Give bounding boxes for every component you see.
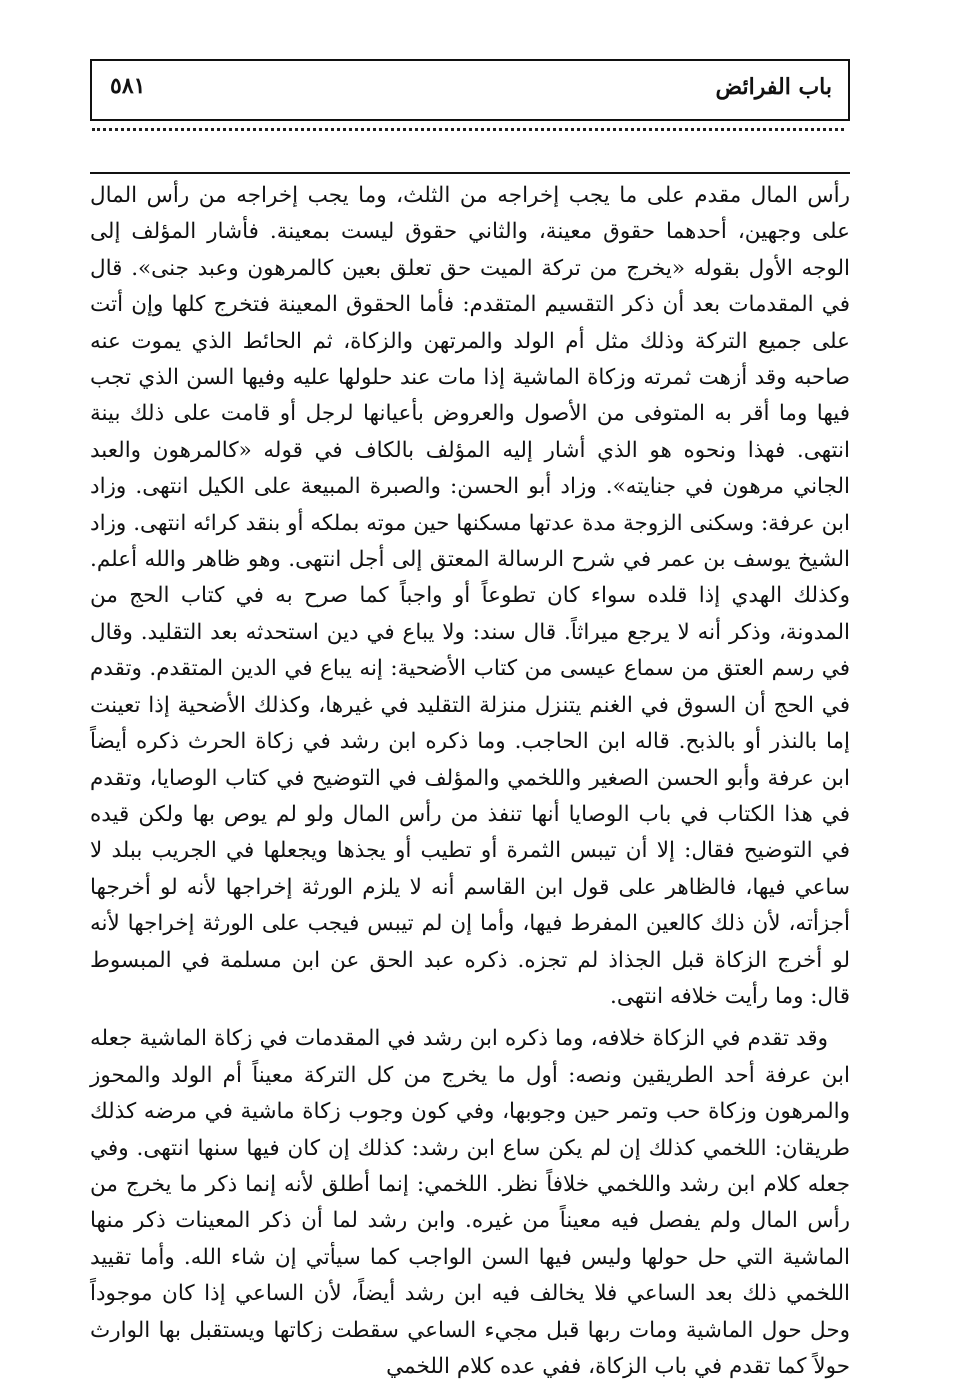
page-body	[90, 178, 850, 1379]
running-header	[90, 59, 850, 121]
page-number: ٥٨١	[110, 73, 146, 99]
paragraph-2: وقد تقدم في الزكاة خلافه، وما ذكره ابن رشد في المقدمات في زكاة الماشية جعله ابن عرفة أحد الطريقين ونصه: أول ما يخرج من كل التركة معيناً أم الولد والمحوز والمرهون وزكاة حب وتمر حين وجوبها، وفي كون وجوب زكاة ماشية في مرضه كذلك طريقان: اللخمي كذلك إن لم يكن ساع ابن رشد: كذلك إن كان فيها سنها انتهى. وفي جعله كلام ابن رشد واللخمي خلافاً نظر. اللخمي: إنما أطلق لأنه إنما ذكر ما يخرج من رأس المال ولم يفصل فيه معيناً من غيره. وابن رشد لما أن ذكر المعينات ذكر منها الماشية التي حل حولها وليس فيها السن الواجب كما سيأتي إن شاء الله. وأما تقييد اللخمي ذلك بعد الساعي فلا يخالف فيه ابن رشد أيضاً، لأن الساعي إذا كان موجوداً وحل حول الماشية ومات ربها قبل مجيء الساعي سقطت زكاتها ويستقبل بها الوارث حولاً كما تقدم في باب الزكاة، ففي عده كلام اللخمي	[90, 1026, 850, 1379]
chapter-title: باب الفرائض	[715, 74, 832, 100]
dotted-separator	[92, 128, 844, 131]
paragraph-1: رأس المال مقدم على ما يجب إخراجه من الثلث، وما يجب إخراجه من رأس المال على وجهين، أحدهما حقوق معينة، والثاني حقوق ليست بمعينة. فأشار المؤلف إلى الوجه الأول بقوله «يخرج من تركة الميت حق تعلق بعين كالمرهون وعبد جنى». قال في المقدمات بعد أن ذكر التقسيم المتقدم: فأما الحقوق المعينة فتخرج كلها وإن أتت على جميع التركة وذلك مثل أم الولد والمرتهن والزكاة، ثم الحائط الذي يموت عنه صاحبه وقد أزهت ثمرته وزكاة الماشية إذا مات عند حلولها عليه وفيها السن الذي تجب فيها وما أقر به المتوفى من الأصول والعروض بأعيانها لرجل أو قامت على ذلك بينة انتهى. فهذا ونحوه هو الذي أشار إليه المؤلف بالكاف في قوله «كالمرهون والعبد الجاني مرهون في جنايته». وزاد أبو الحسن: والصبرة المبيعة على الكيل انتهى. وزاد ابن عرفة: وسكنى الزوجة مدة عدتها مسكنها حين موته بملكه أو بنقد كرائه انتهى. وزاد الشيخ يوسف بن عمر في شرح الرسالة المعتق إلى أجل انتهى. وهو ظاهر والله أعلم. وكذلك الهدي إذا قلده سواء كان تطوعاً أو واجباً كما صرح به في كتاب الحج من المدونة، وذكر أنه لا يرجع ميراثاً. قال سند: ولا يباع في دين استحدثه بعد التقليد. وقال في رسم العتق من سماع عيسى من كتاب الأضحية: إنه يباع في الدين المتقدم. وتقدم في الحج أن السوق في الغنم يتنزل منزلة التقليد في غيرها، وكذلك الأضحية إذا تعينت إما بالنذر أو بالذبح. قاله ابن الحاجب. وما ذكره ابن رشد في زكاة الحرث ذكره أيضاً ابن عرفة وأبو الحسن الصغير واللخمي والمؤلف في التوضيح في كتاب الوصايا، وتقدم في هذا الكتاب في باب الوصايا أنها تنفذ من رأس المال ولو لم يوص بها ولكن قيده في التوضيح فقال: إلا أن تيبس الثمرة أو تطيب أو يجذها ويجعلها في الجريب ببلد لا ساعي فيها، فالظاهر على قول ابن القاسم أنه لا يلزم الورثة إخراجها لأنه لو أخرجها أجزأته، لأن ذلك كالعين المفرط فيها، وأما إن لم تيبس فيجب على الورثة إخراجها لأنه لو أخرج الزكاة قبل الجذاذ لم تجزه. ذكره عبد الحق عن ابن مسلمة في المبسوط قال: وما رأيت خلافه انتهى.	[90, 183, 850, 1009]
header-rule	[90, 172, 850, 174]
